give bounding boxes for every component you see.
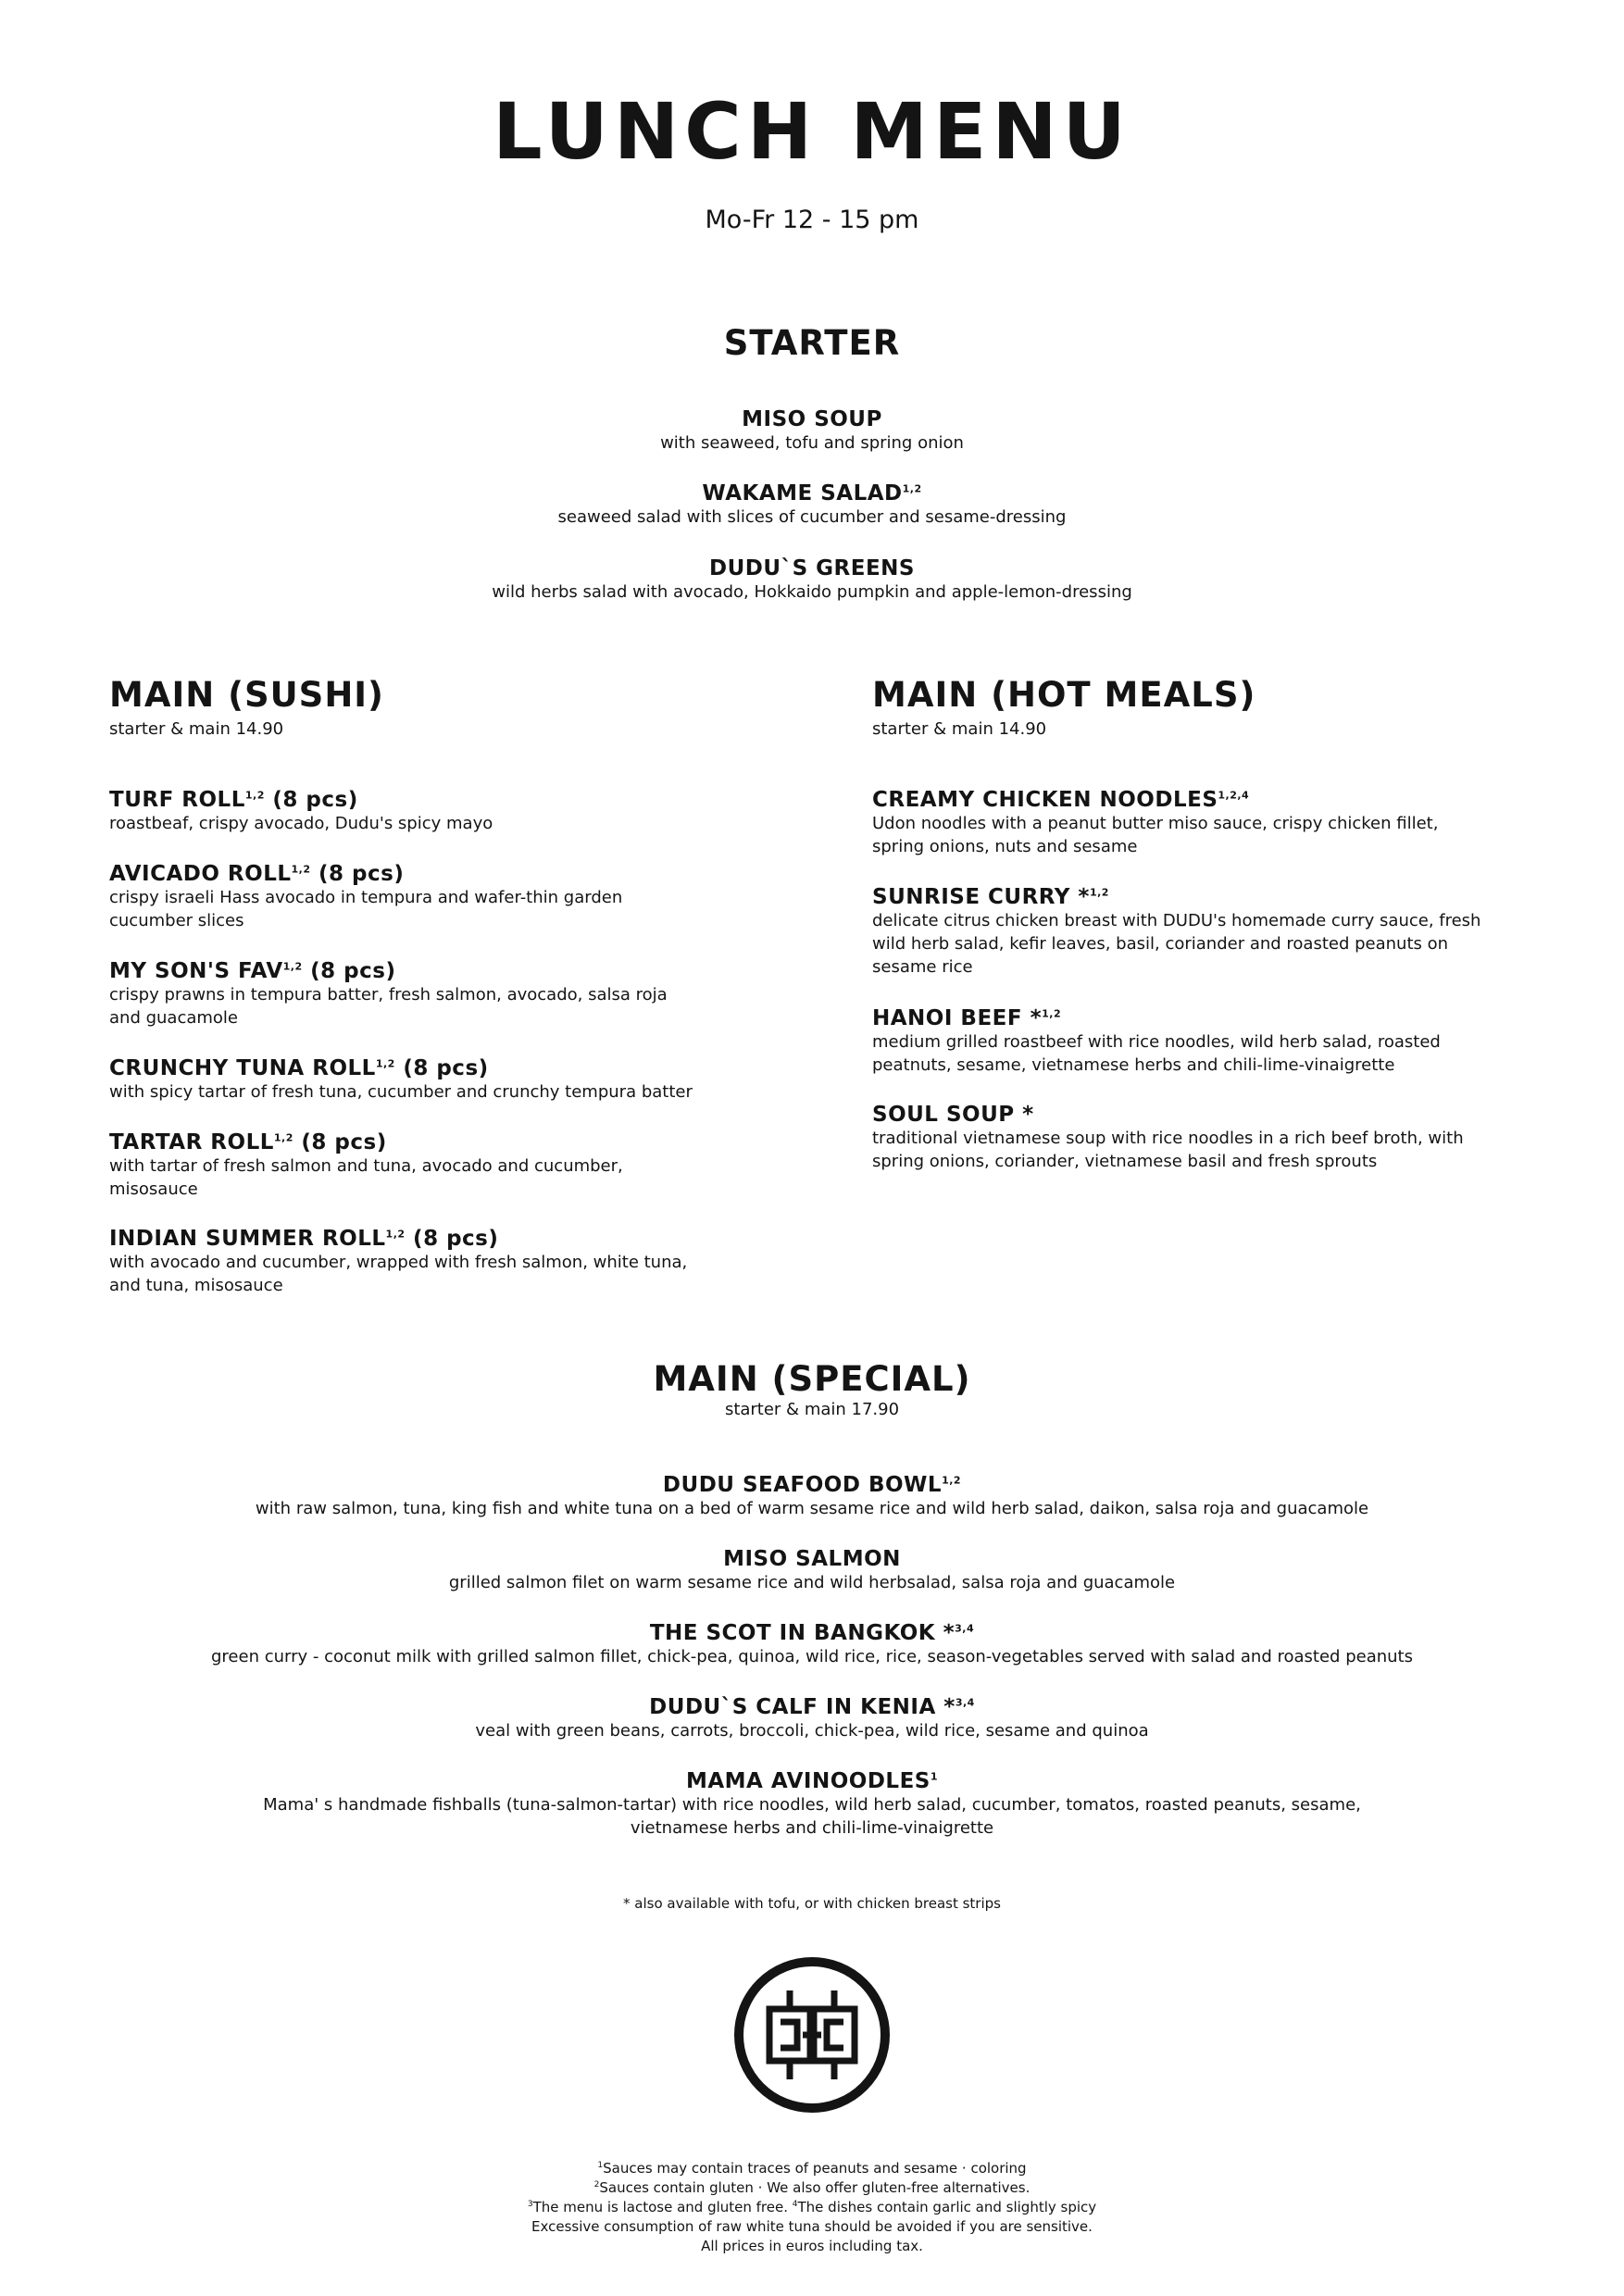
menu-title: LUNCH MENU: [493, 86, 1131, 177]
item-name: TARTAR ROLL$^{1,2}$ (8 pcs): [109, 1130, 387, 1154]
special-item: [0, 1621, 1624, 1668]
hot-item: [872, 885, 1502, 979]
special-item: [0, 1547, 1624, 1594]
availability-note: * also available with tofu, or with chicken breast strips: [623, 1895, 1001, 1912]
item-name: MISO SOUP: [742, 407, 882, 431]
item-name: WAKAME SALAD$^{1,2}$: [702, 481, 922, 505]
footnote-line: $^1$Sauces may contain traces of peanuts and sesame · coloring: [597, 2160, 1027, 2177]
special-item: [0, 1769, 1624, 1840]
item-name: TURF ROLL$^{1,2}$ (8 pcs): [109, 788, 358, 812]
item-desc: grilled salmon filet on warm sesame rice and wild herbsalad, salsa roja and guacamole: [448, 1573, 1176, 1593]
main-hot-price: starter & main 14.90: [872, 719, 1047, 739]
main-hot-heading: MAIN (HOT MEALS): [872, 675, 1256, 715]
item-name: INDIAN SUMMER ROLL$^{1,2}$ (8 pcs): [109, 1227, 499, 1251]
item-desc: with avocado and cucumber, wrapped with fresh salmon, white tuna, and tuna, misosauce: [109, 1253, 688, 1296]
sushi-item: [109, 1227, 739, 1297]
item-desc: crispy prawns in tempura batter, fresh salmon, avocado, salsa roja and guacamole: [109, 985, 668, 1029]
item-desc: traditional vietnamese soup with rice noodles in a rich beef broth, with spring onions, coriander, vietnamese basil and fresh sprouts: [872, 1129, 1464, 1172]
sushi-item: [109, 1056, 739, 1104]
starter-item: [0, 407, 1624, 455]
sushi-item: [109, 788, 739, 835]
item-name: AVICADO ROLL$^{1,2}$ (8 pcs): [109, 862, 405, 886]
item-desc: medium grilled roastbeef with rice noodles, wild herb salad, roasted peatnuts, sesame, vietnamese herbs and chili-lime-vinaigrette: [872, 1032, 1441, 1076]
hot-item: [872, 1103, 1502, 1173]
item-name: CRUNCHY TUNA ROLL$^{1,2}$ (8 pcs): [109, 1056, 489, 1080]
allergen-footnotes: [0, 2159, 1624, 2256]
main-sushi-heading: MAIN (SUSHI): [109, 675, 384, 715]
item-desc: Mama' s handmade fishballs (tuna-salmon-tartar) with rice noodles, wild herb salad, cucumber, tomatos, roasted peanuts, sesame,: [263, 1795, 1361, 1816]
item-desc: seaweed salad with slices of cucumber and sesame-dressing: [557, 507, 1067, 528]
item-name: DUDU`S CALF IN KENIA *$^{3,4}$: [649, 1695, 975, 1719]
dudu-logo-icon: [732, 1955, 892, 2115]
item-name: DUDU`S GREENS: [709, 556, 915, 580]
item-desc: with tartar of fresh salmon and tuna, avocado and cucumber, misosauce: [109, 1156, 623, 1200]
item-desc: with spicy tartar of fresh tuna, cucumber and crunchy tempura batter: [109, 1082, 693, 1103]
item-name: SUNRISE CURRY *$^{1,2}$: [872, 885, 1109, 909]
footnote-line: All prices in euros including tax.: [701, 2238, 923, 2254]
starter-item: [0, 481, 1624, 529]
starter-item: [0, 556, 1624, 604]
item-name: THE SCOT IN BANGKOK *$^{3,4}$: [649, 1621, 975, 1645]
item-name: DUDU SEAFOOD BOWL$^{1,2}$: [662, 1473, 962, 1497]
item-name: MISO SALMON: [723, 1547, 901, 1571]
item-desc: wild herbs salad with avocado, Hokkaido pumpkin and apple-lemon-dressing: [492, 582, 1132, 603]
item-name: HANOI BEEF *$^{1,2}$: [872, 1006, 1062, 1030]
item-desc: delicate citrus chicken breast with DUDU's homemade curry sauce, fresh wild herb salad, kefir leaves, basil, coriander and roasted peanuts on sesame rice: [872, 911, 1481, 978]
hot-item: [872, 788, 1502, 858]
sushi-item: [109, 1130, 739, 1201]
starter-heading: STARTER: [723, 323, 901, 363]
hot-item: [872, 1006, 1502, 1077]
opening-hours: Mo-Fr 12 - 15 pm: [705, 206, 919, 234]
special-item: [0, 1695, 1624, 1742]
item-desc: with seaweed, tofu and spring onion: [660, 433, 964, 454]
sushi-item: [109, 862, 739, 932]
footnote-line: $^2$Sauces contain gluten · We also offer gluten-free alternatives.: [593, 2179, 1031, 2196]
sushi-item: [109, 959, 739, 1029]
item-name: SOUL SOUP *: [872, 1103, 1034, 1127]
item-name: MAMA AVINOODLES$^1$: [685, 1769, 938, 1793]
item-desc: vietnamese herbs and chili-lime-vinaigrette: [630, 1818, 994, 1839]
item-desc: veal with green beans, carrots, broccoli, chick-pea, wild rice, sesame and quinoa: [475, 1721, 1149, 1741]
item-desc: with raw salmon, tuna, king fish and white tuna on a bed of warm sesame rice and wild herb salad, daikon, salsa roja and guacamole: [255, 1499, 1369, 1519]
footnote-line: Excessive consumption of raw white tuna should be avoided if you are sensitive.: [531, 2218, 1093, 2235]
special-item: [0, 1473, 1624, 1520]
item-name: CREAMY CHICKEN NOODLES$^{1,2,4}$: [872, 788, 1250, 812]
main-special-price: starter & main 17.90: [724, 1400, 900, 1419]
item-desc: crispy israeli Hass avocado in tempura and wafer-thin garden cucumber slices: [109, 888, 623, 931]
item-name: MY SON'S FAV$^{1,2}$ (8 pcs): [109, 959, 396, 983]
item-desc: Udon noodles with a peanut butter miso sauce, crispy chicken fillet, spring onions, nuts and sesame: [872, 814, 1439, 857]
footnote-line: $^3$The menu is lactose and gluten free. $^4$The dishes contain garlic and slightly spicy: [527, 2199, 1097, 2215]
main-sushi-price: starter & main 14.90: [109, 719, 284, 739]
item-desc: roastbeaf, crispy avocado, Dudu's spicy mayo: [109, 814, 493, 834]
item-desc: green curry - coconut milk with grilled salmon fillet, chick-pea, quinoa, wild rice, rice, season-vegetables served with salad and roasted peanuts: [211, 1647, 1413, 1667]
main-special-heading: MAIN (SPECIAL): [653, 1359, 971, 1399]
